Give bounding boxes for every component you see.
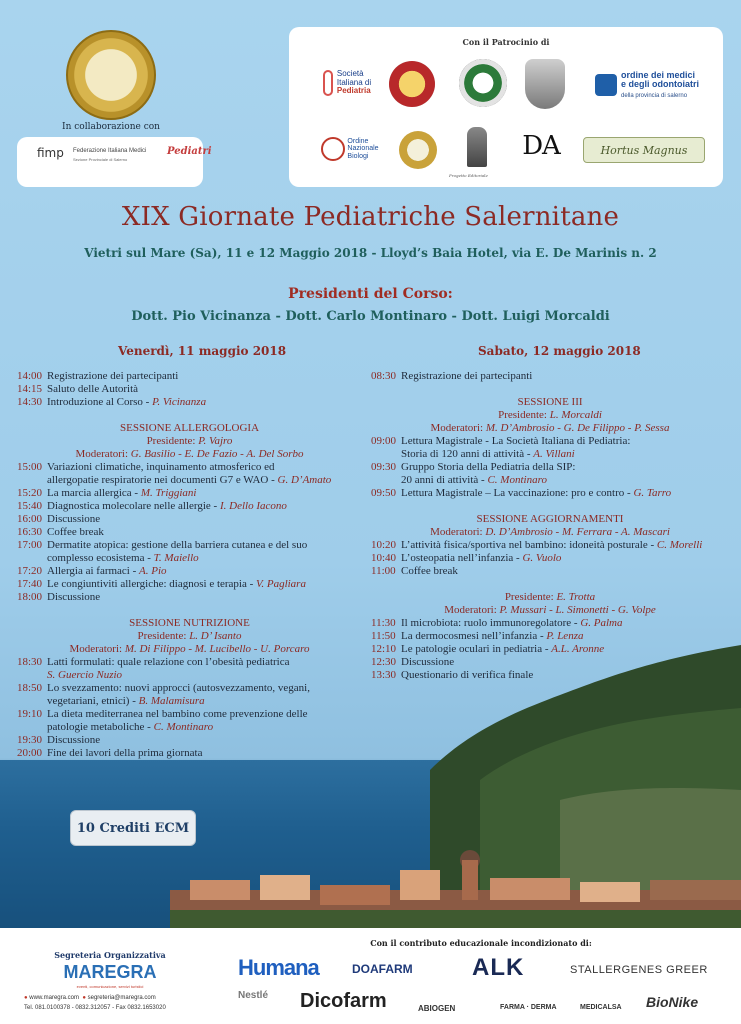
program-item-text <box>47 396 206 409</box>
comune-crest-logo <box>459 59 507 107</box>
mail-icon: ● <box>82 995 86 1001</box>
program-item-text <box>401 669 533 682</box>
program-item <box>17 500 362 513</box>
program-item-text <box>47 747 202 760</box>
program-item-text <box>401 565 458 578</box>
program-item <box>371 630 729 643</box>
sponsors-title: Con il contributo educazionale incondizionato di: <box>370 938 592 948</box>
program-item-speaker: P. Lenza <box>546 630 584 642</box>
program-item-text <box>401 630 583 643</box>
program-item-text <box>47 461 275 474</box>
program-item-text <box>401 617 623 630</box>
program-item-title: La dermocosmesi nell’infanzia - <box>401 630 547 642</box>
program-item-text <box>47 578 306 591</box>
program-item-time: 11:00 <box>371 565 396 577</box>
onb-logo <box>317 131 383 167</box>
program-item <box>17 721 362 734</box>
program-item-time: 15:20 <box>17 487 43 499</box>
program-item-time <box>371 474 401 487</box>
program-item-speaker: P. Vicinanza <box>152 396 207 408</box>
program-item-text <box>47 695 205 708</box>
program-item-time: 10:40 <box>371 552 397 564</box>
session-allergologia-moderators: Moderatori: G. Basilio - E. De Fazio - A. Del Sorbo <box>75 448 304 460</box>
program-item <box>371 656 729 669</box>
program-item-title: Registrazione dei partecipanti <box>47 370 179 382</box>
caduceus-crest-logo <box>525 59 565 109</box>
program-item-title: Saluto delle Autorità <box>47 383 139 395</box>
program-item <box>371 448 729 461</box>
program-item-title: Lettura Magistrale – La vaccinazione: pro e contro - <box>401 487 634 499</box>
dicofarm-logo: Dicofarm <box>300 990 387 1012</box>
program-item-time: 14:00 <box>17 370 43 382</box>
program-item-speaker: A.L. Aronne <box>551 643 605 655</box>
program-item-time: 13:30 <box>371 669 397 681</box>
progetto-editoriale-label: Progetto Editoriale <box>449 173 488 178</box>
program-item-title: Coffee break <box>47 526 104 538</box>
program-item-speaker: C. Montinaro <box>487 474 547 486</box>
program-item-text <box>401 474 547 487</box>
ecm-credits-badge: 10 Crediti ECM <box>70 810 196 846</box>
program-item <box>17 487 362 500</box>
program-item-title: Dermatite atopica: gestione della barriera cutanea e del suo <box>47 539 308 551</box>
session-iii-moderators: Moderatori: M. D’Ambrosio - G. De Filippo - P. Sessa <box>430 422 670 434</box>
sip-line2: Italiana di <box>336 77 372 87</box>
program-item-text <box>401 643 604 656</box>
program-item <box>371 552 729 565</box>
program-item-title: Discussione <box>47 734 101 746</box>
program-item-speaker: T. Maiello <box>153 552 199 564</box>
program-item-time: 09:50 <box>371 487 397 499</box>
program-item-text <box>47 591 100 604</box>
segreteria-title: Segreteria Organizzativa <box>54 950 166 960</box>
program-item <box>17 695 362 708</box>
doafarm-logo: DOAFARM <box>352 962 413 976</box>
program-item-time: 15:00 <box>17 461 43 473</box>
program-item <box>17 747 362 760</box>
program-item <box>17 669 362 682</box>
program-item-title: Lo svezzamento: nuovi approcci (autosvezzamento, vegani, <box>47 682 310 694</box>
program-item-speaker: V. Pagliara <box>256 578 306 590</box>
sip-line3: Pediatria <box>336 86 371 96</box>
program-item-text <box>47 526 104 539</box>
program-item-text <box>47 708 308 721</box>
program-item-speaker: S. Guercio Nuzio <box>47 669 123 681</box>
program-item-time: 17:00 <box>17 539 43 551</box>
program-item <box>17 578 362 591</box>
program-item-text <box>47 656 290 669</box>
day1-title: Venerdì, 11 maggio 2018 <box>118 344 287 358</box>
program-item-title: allergopatie respiratorie nei documenti G7 e WAO - <box>47 474 278 486</box>
program-item-title: Il microbiota: ruolo immunoregolatore - <box>401 617 581 629</box>
program-item-time: 09:00 <box>371 435 397 447</box>
program-item <box>17 552 362 565</box>
presidents-title: Presidenti del Corso: <box>288 286 453 302</box>
program-item-text <box>47 487 196 500</box>
session-allergologia-title: SESSIONE ALLERGOLOGIA <box>119 422 260 434</box>
program-item-time: 14:15 <box>17 383 43 395</box>
program-item <box>371 474 729 487</box>
program-item-title: La marcia allergica - <box>47 487 141 499</box>
program-item-time: 20:00 <box>17 747 43 759</box>
day2-title: Sabato, 12 maggio 2018 <box>478 344 641 358</box>
program-item-speaker: C. Morelli <box>656 539 703 551</box>
program-item-time: 11:50 <box>371 630 396 642</box>
segreteria-contacts <box>24 993 204 1013</box>
program-item-time <box>17 695 47 708</box>
program-item <box>17 370 362 383</box>
omd-line2: e degli odontoiatri <box>621 79 699 90</box>
program-item-text <box>401 552 561 565</box>
medicalsa-logo: MEDICALSA <box>580 1004 622 1011</box>
program-item-title: Discussione <box>401 656 455 668</box>
fimp-name: Federazione Italiana Medici <box>73 148 147 154</box>
program-item-text <box>47 513 100 526</box>
sip-line1: Società <box>336 68 364 78</box>
session-five-president: Presidente: E. Trotta <box>504 591 596 603</box>
fimp-logo-box <box>17 137 212 187</box>
program-item-title: Diagnostica molecolare nelle allergie - <box>47 500 220 512</box>
program-item-title: Storia di 120 anni di attività - <box>401 448 534 460</box>
program-item <box>371 617 729 630</box>
globe-icon: ● <box>24 995 28 1001</box>
program-item <box>371 643 729 656</box>
session-five-moderators: Moderatori: P. Mussari - L. Simonetti - G. Volpe <box>444 604 656 616</box>
maregra-phones: Tel. 081.0100378 - 0832.312057 - Fax 0832.1653020 <box>24 1005 166 1011</box>
program-item-text <box>47 552 199 565</box>
program-item-title: L’osteopatia nell’infanzia - <box>401 552 523 564</box>
program-item-text <box>47 539 307 552</box>
program-item <box>17 734 362 747</box>
program-item-title: Gruppo Storia della Pediatria della SIP: <box>401 461 576 473</box>
program-item <box>17 656 362 669</box>
program-item-text <box>401 656 454 669</box>
program-item <box>17 383 362 396</box>
program-item-text <box>47 565 167 578</box>
sip-logo <box>307 65 387 101</box>
program-item-title: Discussione <box>47 513 101 525</box>
program-item-time <box>17 552 47 565</box>
onb-line2: Nazionale <box>347 145 379 153</box>
program-item-title: Latti formulati: quale relazione con l’obesità pediatrica <box>47 656 290 668</box>
collaboration-label: In collaborazione con <box>62 122 160 132</box>
da-logo: DA <box>522 131 560 161</box>
program-item-time: 10:20 <box>371 539 397 551</box>
program-item <box>371 435 729 448</box>
program-item-title: complesso ecosistema - <box>47 552 154 564</box>
program-item <box>17 682 362 695</box>
fimp-pediatri: Pediatri <box>167 146 212 157</box>
program-item <box>17 539 362 552</box>
program-item-title: Allergia ai farmaci - <box>47 565 140 577</box>
alk-logo: ALK <box>472 954 525 981</box>
program-item-speaker: B. Malamisura <box>138 695 205 707</box>
program-item <box>17 708 362 721</box>
program-item-title: Registrazione dei partecipanti <box>401 370 533 382</box>
maregra-website[interactable]: www.maregra.com <box>29 995 79 1001</box>
program-item-title: Discussione <box>47 591 101 603</box>
program-item-time <box>17 721 47 734</box>
nestle-logo: Nestlé <box>238 990 269 1001</box>
program-item-time: 18:50 <box>17 682 43 694</box>
maregra-logo: MAREGRA <box>63 962 157 982</box>
session-allergologia-president: Presidente: P. Vajro <box>146 435 233 447</box>
program-item-time: 11:30 <box>371 617 396 629</box>
program-item-title: patologie metaboliche - <box>47 721 154 733</box>
program-item-time: 08:30 <box>371 370 397 382</box>
program-item-speaker: A. Pio <box>139 565 167 577</box>
program-item <box>17 461 362 474</box>
program-item-title: Lettura Magistrale - La Società Italiana di Pediatria: <box>401 435 631 447</box>
session-aggiornamenti-moderators: Moderatori: D. D’Ambrosio - M. Ferrara - A. Mascari <box>430 526 670 538</box>
program-item-time: 15:40 <box>17 500 43 512</box>
abiogen-logo: ABIOGEN <box>418 1004 456 1013</box>
program-item-speaker: M. Triggiani <box>140 487 197 499</box>
day1-program <box>17 370 362 760</box>
program-item-speaker: C. Montinaro <box>153 721 214 733</box>
program-item-title: Variazioni climatiche, inquinamento atmosferico ed <box>47 461 275 473</box>
presidents-names: Dott. Pio Vicinanza - Dott. Carlo Montinaro - Dott. Luigi Morcaldi <box>131 309 610 324</box>
program-item-text <box>401 539 702 552</box>
fimp-logo: fimp <box>37 146 64 160</box>
program-item-time: 16:00 <box>17 513 43 525</box>
program-item-text <box>47 474 331 487</box>
omd-logo <box>579 67 715 103</box>
maregra-email[interactable]: segreteria@maregra.com <box>87 995 156 1001</box>
session-iii-title: SESSIONE III <box>517 396 583 408</box>
program-item-time: 09:30 <box>371 461 397 473</box>
session-nutrizione-moderators: Moderatori: M. Di Filippo - M. Lucibello - U. Porcaro <box>69 643 310 655</box>
program-item-time <box>17 474 47 487</box>
omd-line1: ordine dei medici <box>621 69 696 80</box>
program-item-text <box>47 370 178 383</box>
program-item-speaker: G. Tarro <box>633 487 672 499</box>
province-crest-logo <box>389 61 435 107</box>
university-seal-logo <box>66 30 156 120</box>
program-item-time: 19:30 <box>17 734 43 746</box>
fimp-sub: Sezione Provinciale di Salerno <box>73 157 128 162</box>
omd-line3: della provincia di salerno <box>621 92 688 99</box>
program-item-time: 19:10 <box>17 708 43 720</box>
program-item <box>371 539 729 552</box>
day2-program <box>371 370 729 682</box>
program-item-text <box>47 500 287 513</box>
event-venue: Vietri sul Mare (Sa), 11 e 12 Maggio 2018 - Lloyd’s Baia Hotel, via E. De Marinis n. 2 <box>84 246 657 260</box>
program-item-speaker: G. D’Amato <box>277 474 332 486</box>
stallergenes-logo: STALLERGENES GREER <box>570 964 708 976</box>
program-item-time: 16:30 <box>17 526 43 538</box>
program-item-text <box>401 487 671 500</box>
patrocinio-box <box>289 27 723 187</box>
program-item-time <box>371 448 401 461</box>
session-iii-president: Presidente: L. Morcaldi <box>498 409 602 421</box>
hortus-magnus-logo: Hortus Magnus <box>583 137 705 163</box>
program-item <box>17 565 362 578</box>
town-image <box>170 850 741 930</box>
farma-derma-logo: FARMA · DERMA <box>500 1004 557 1011</box>
program-item-time: 12:30 <box>371 656 397 668</box>
session-nutrizione-president: Presidente: L. D’ Isanto <box>137 630 242 642</box>
program-item-speaker: G. Vuolo <box>522 552 562 564</box>
program-item-time: 12:10 <box>371 643 397 655</box>
session-aggiornamenti-title: SESSIONE AGGIORNAMENTI <box>476 513 624 525</box>
program-item-speaker: A. Villani <box>533 448 575 460</box>
program-item-time: 14:30 <box>17 396 43 408</box>
program-item-text <box>47 682 310 695</box>
program-item-time: 18:00 <box>17 591 43 603</box>
program-item <box>17 474 362 487</box>
program-item-time: 17:40 <box>17 578 43 590</box>
child-figure-icon <box>323 70 333 96</box>
program-item-title: vegetariani, etnici) - <box>47 695 139 707</box>
session-nutrizione-title: SESSIONE NUTRIZIONE <box>129 617 250 629</box>
program-item-speaker: G. Palma <box>580 617 623 629</box>
program-item-speaker: I. Dello Iacono <box>219 500 287 512</box>
onb-cross-icon <box>321 137 345 161</box>
program-item <box>17 513 362 526</box>
program-item-title: L’attività fisica/sportiva nel bambino: idoneità posturale - <box>401 539 657 551</box>
program-item <box>371 565 729 578</box>
program-item-title: Coffee break <box>401 565 458 577</box>
program-item-title: La dieta mediterranea nel bambino come prevenzione delle <box>47 708 308 720</box>
program-item-text <box>47 383 138 396</box>
program-item <box>17 591 362 604</box>
omd-icon <box>595 74 617 96</box>
program-item-text <box>401 435 630 448</box>
gold-seal-logo <box>399 131 437 169</box>
program-item-text <box>47 669 122 682</box>
program-item-title: Le patologie oculari in pediatria - <box>401 643 552 655</box>
maregra-subtitle: eventi, comunicazione, servizi turistici <box>76 984 144 989</box>
program-item-text <box>401 370 532 383</box>
program-item <box>371 669 729 682</box>
program-item-title: Le congiuntiviti allergiche: diagnosi e terapia - <box>47 578 257 590</box>
program-item <box>371 370 729 383</box>
statue-logo <box>467 127 487 167</box>
program-item-text <box>401 461 575 474</box>
event-title: XIX Giornate Pediatriche Salernitane <box>121 202 620 232</box>
program-item-time: 18:30 <box>17 656 43 668</box>
program-item-time <box>17 669 47 682</box>
program-item <box>17 526 362 539</box>
humana-logo: Humana <box>238 955 319 980</box>
onb-line1: Ordine <box>347 137 369 145</box>
patrocinio-title: Con il Patrocinio di <box>462 37 550 47</box>
program-item-text <box>47 734 100 747</box>
program-item-title: Introduzione al Corso - <box>47 396 153 408</box>
program-item <box>371 461 729 474</box>
program-item-text <box>47 721 213 734</box>
program-item-time: 17:20 <box>17 565 43 577</box>
bionike-logo: BioNike <box>646 994 699 1010</box>
program-item-title: 20 anni di attività - <box>401 474 488 486</box>
program-item-title: Fine dei lavori della prima giornata <box>47 747 203 759</box>
program-item-text <box>401 448 575 461</box>
program-item <box>17 396 362 409</box>
onb-line3: Biologi <box>347 152 369 160</box>
program-item-title: Questionario di verifica finale <box>401 669 534 681</box>
program-item <box>371 487 729 500</box>
